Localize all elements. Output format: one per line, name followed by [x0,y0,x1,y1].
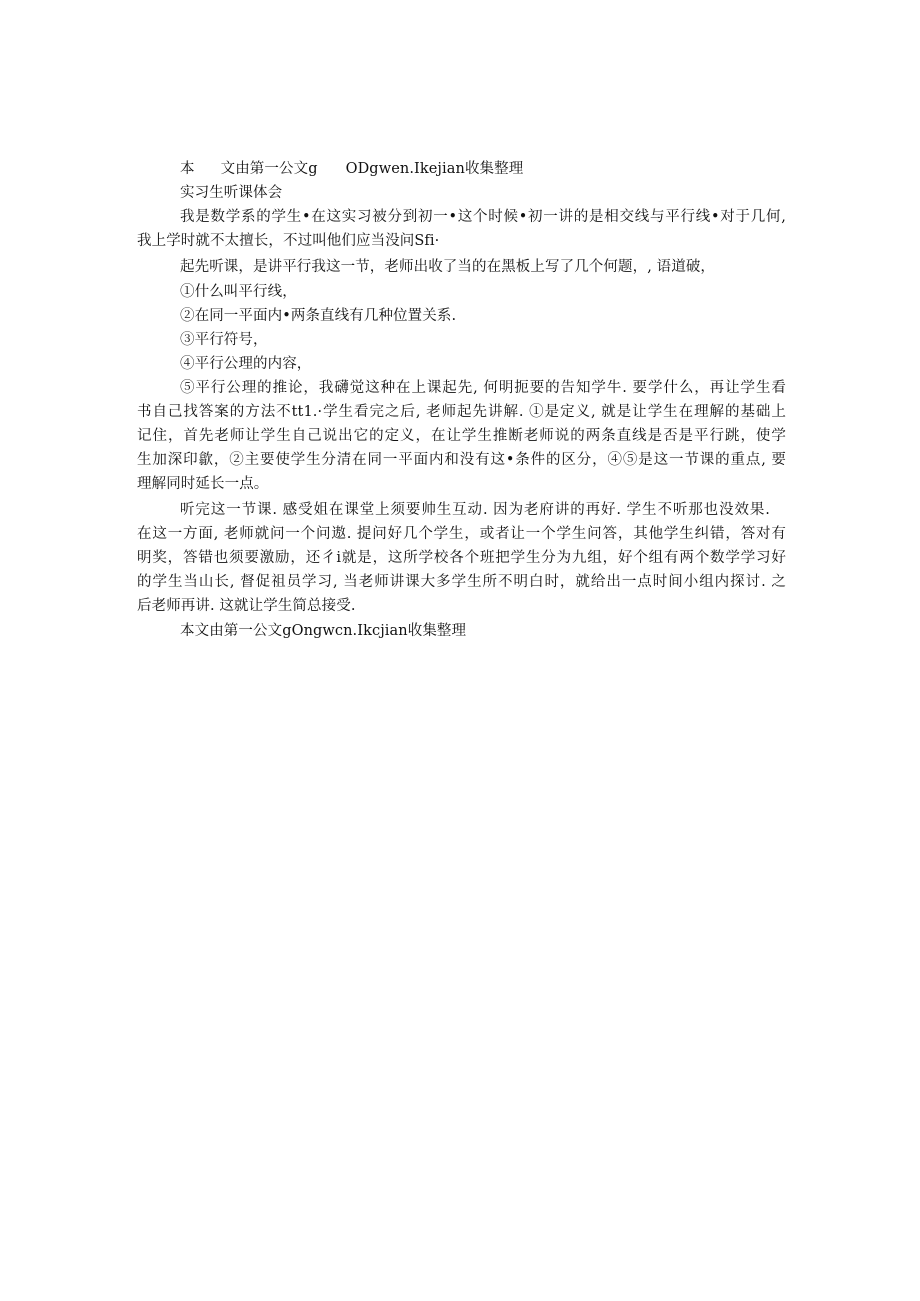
paragraph-4-line-4: 的学生当山长, 督促祖员学习, 当老师讲课大多学生所不明白时，就给出一点时间小组内探讨. 之 [137,574,786,590]
header-part-1: 本 [180,161,195,177]
paragraph-3-line-3: 记住，首先老师让学生自己说出它的定义，在让学生推断老师说的两条直线是否是平行跳，使学 [137,428,786,444]
list-item-1: ①什么叫平行线， [180,284,297,300]
header-part-2: 文由第一公文g [220,161,318,177]
footer-line: 本文由第一公文gOngwcn.Ikcjian收集整理 [180,623,467,639]
paragraph-4-line-5: 后老师再讲. 这就让学生简总接受. [137,598,356,614]
paragraph-3-line-4: 生加深印歙，②主要使学生分清在同一平面内和没有这•条件的区分，④⑤是这一节课的重点, 要 [137,452,786,468]
list-item-4: ④平行公理的内容， [180,356,312,372]
paragraph-1-line-1: 我是数学系的学生•在这实习被分到初一•这个时候•初一讲的是相交线与平行线•对于几何, [180,209,786,225]
paragraph-3-line-1: ⑤平行公理的推论，我礴觉这种在上课起先, 何明扼要的告知学牛. 要学什么，再让学生看 [180,380,786,396]
paragraph-4-line-3: 明奖，答错也须要激励，还彳i就是，这所学校各个班把学生分为九组，好个组有两个数学学习好 [137,550,786,566]
paragraph-3-line-2: 书自己找答案的方法不tt1.·学生看完之后, 老师起先讲解. ①是定义, 就是让学生在理解的基础上 [137,404,786,420]
paragraph-3-line-5: 理解同时延长一点。 [137,476,269,492]
document-title: 实习生听课体会 [180,185,283,201]
paragraph-4-line-1: 听完这一节课. 感受姐在课堂上须要帅生互动. 因为老府讲的再好. 学生不听那也没效果. [180,502,770,518]
list-item-3: ③平行符号， [180,332,268,348]
list-item-2: ②在同一平面内•两条直线有几种位置关系. [180,308,457,324]
paragraph-1-line-2: 我上学时就不太擅长，不过叫他们应当没问Sfi· [137,233,440,249]
header-line [180,160,523,178]
paragraph-2-line-1: 起先听课，是讲平行我这一节，老师出收了当的在黑板上写了几个何题，, 语道破， [180,259,716,275]
paragraph-4-line-2: 在这一方面, 老师就问一个问遨. 提问好几个学生，或者让一个学生问答，其他学生纠错，答对有 [137,526,786,542]
header-part-3: ODgwen.Ikejian收集整理 [345,161,524,177]
